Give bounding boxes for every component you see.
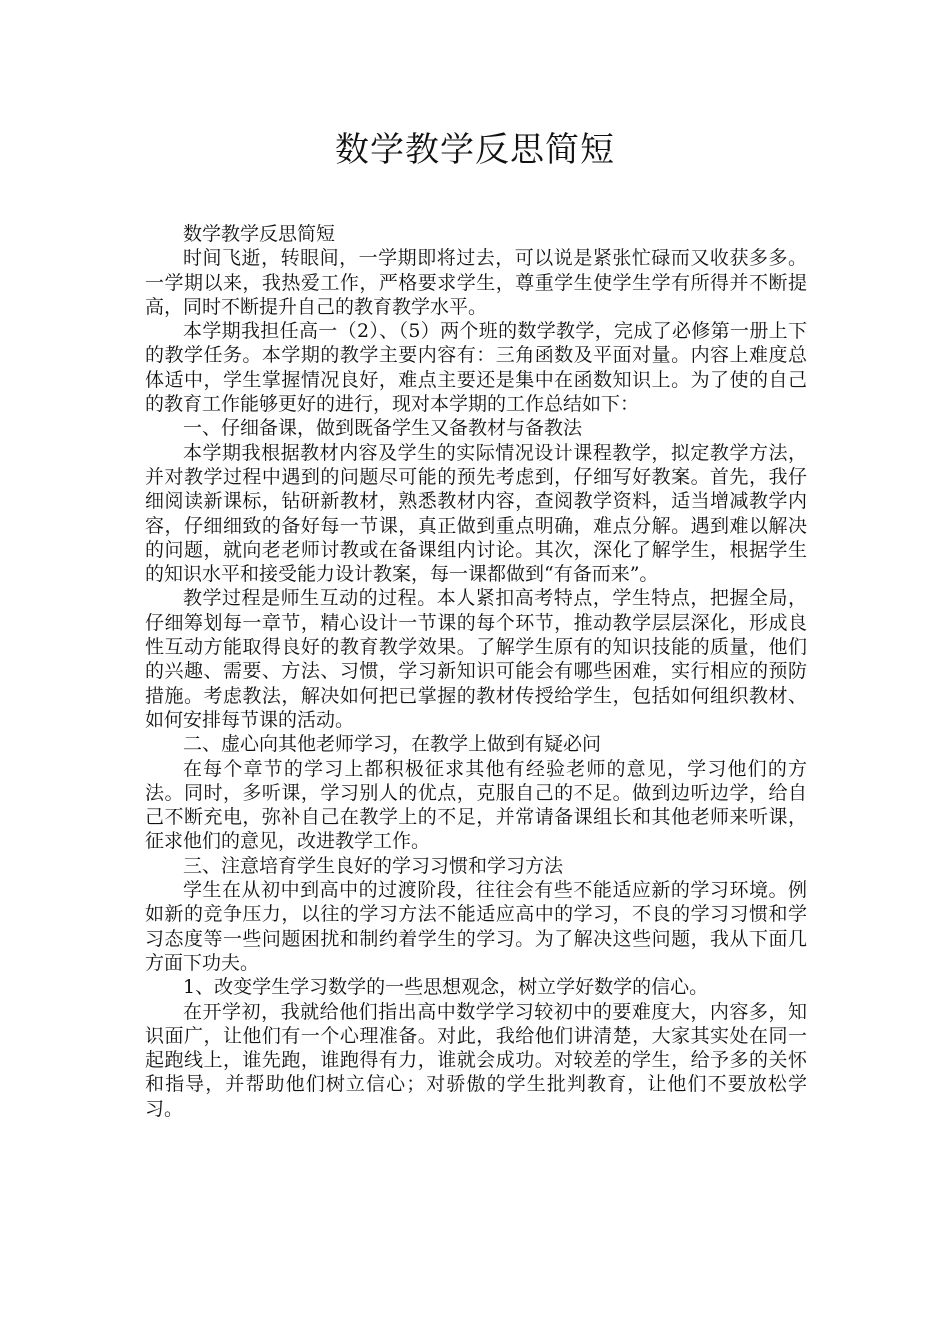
section-heading-3: 三、注意培育学生良好的学习习惯和学习方法 (183, 854, 564, 877)
paragraph-overview: 本学期我担任高一（2）、（5）两个班的数学教学，完成了必修第一册上下的教学任务。本学期的教学主要内容有：三角函数及平面对量。内容上难度总体适中，学生掌握情况良好，难点主要还是集中在函数知识上。为了使的自己的教育工作能够更好的进行，现对本学期的工作总结如下： (145, 320, 807, 416)
paragraph-transition: 学生在从初中到高中的过渡阶段，往往会有些不能适应新的学习环境。例如新的竞争压力，以往的学习方法不能适应高中的学习，不良的学习习惯和学习态度等一些问题困扰和制约着学生的学习。为了解决这些问题，我从下面几方面下功夫。 (145, 879, 807, 974)
paragraph-confidence: 在开学初，我就给他们指出高中数学学习较初中的要难度大，内容多，知识面广，让他们有一个心理准备。对此，我给他们讲清楚，大家其实处在同一起跑线上，谁先跑，谁跑得有力，谁就会成功。对较差的学生，给予多的关怀和指导，并帮助他们树立信心；对骄傲的学生批判教育，让他们不要放松学习。 (145, 1000, 807, 1120)
section-heading-1: 一、仔细备课，做到既备学生又备教材与备教法 (183, 417, 583, 440)
paragraph-teaching-process: 教学过程是师生互动的过程。本人紧扣高考特点，学生特点，把握全局，仔细筹划每一章节，精心设计一节课的每个环节，推动教学层层深化，形成良性互动方能取得良好的教育教学效果。了解学生原有的知识技能的质量，他们的兴趣、需要、方法、习惯，学习新知识可能会有哪些困难，实行相应的预防措施。考虑教法，解决如何把已掌握的教材传授给学生，包括如何组织教材、如何安排每节课的活动。 (145, 587, 807, 731)
paragraph-learn-from-peers: 在每个章节的学习上都积极征求其他有经验老师的意见，学习他们的方法。同时，多听课，学习别人的优点，克服自己的不足。做到边听边学，给自己不断充电，弥补自己在教学上的不足，并常请备课组长和其他老师来听课，征求他们的意见，改进教学工作。 (145, 757, 807, 853)
document-body (145, 222, 807, 1121)
section-heading-2: 二、虚心向其他老师学习，在教学上做到有疑必问 (183, 733, 602, 756)
document-title: 数学教学反思简短 (335, 130, 615, 170)
subsection-heading-1: 1、改变学生学习数学的一些思想观念，树立学好数学的信心。 (183, 976, 709, 999)
paragraph-intro: 时间飞逝，转眼间，一学期即将过去，可以说是紧张忙碌而又收获多多。一学期以来，我热爱工作，严格要求学生，尊重学生使学生学有所得并不断提高，同时不断提升自己的教育教学水平。 (145, 247, 807, 318)
paragraph-subtitle: 数学教学反思简短 (183, 223, 336, 245)
paragraph-lesson-prep: 本学期我根据教材内容及学生的实际情况设计课程教学，拟定教学方法，并对教学过程中遇到的问题尽可能的预先考虑到，仔细写好教案。首先，我仔细阅读新课标，钻研新教材，熟悉教材内容，查阅教学资料，适当增减教学内容，仔细细致的备好每一节课，真正做到重点明确，难点分解。遇到难以解决的问题，就向老老师讨教或在备课组内讨论。其次，深化了解学生，根据学生的知识水平和接受能力设计教案，每一课都做到“有备而来”。 (145, 441, 807, 586)
